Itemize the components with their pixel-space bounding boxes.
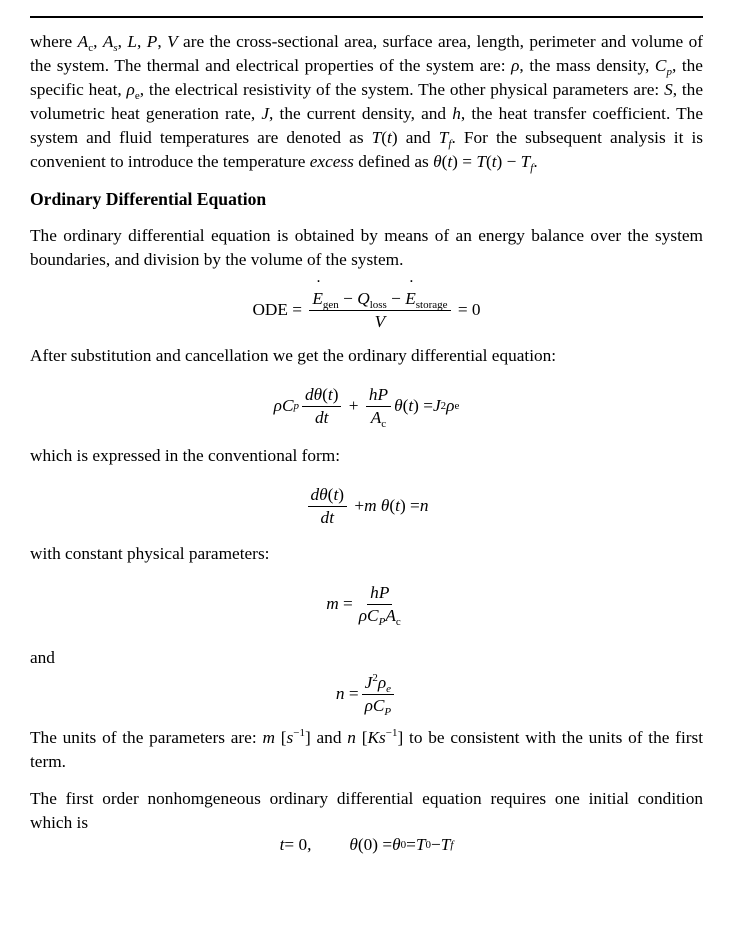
n-equation: n = $\frac{J^2\rho_e}{\rho C_P}$ bbox=[30, 664, 703, 724]
constants-paragraph: with constant physical parameters: bbox=[30, 544, 270, 563]
energy-balance-equation: ODE = $\frac{E ˙_{gen} - Q_{loss} - E ˙_{storage}}{V}$ = 0 bbox=[30, 280, 703, 340]
section-heading-ode: Ordinary Differential Equation bbox=[30, 189, 267, 209]
and-text: and bbox=[30, 648, 55, 667]
paper-page bbox=[30, 30, 703, 857]
m-equation: m = $\frac{hP}{\rho C_PA_c}$ bbox=[326, 582, 401, 628]
initial-condition-equation: t = 0, θ (0) = θ 0 = T 0 − T f bbox=[279, 835, 454, 854]
top-rule bbox=[30, 16, 703, 18]
after-substitution-paragraph: After substitution and cancellation we get the ordinary differential equation: bbox=[30, 346, 557, 365]
initial-condition-paragraph: The first order nonhomgeneous ordinary differential equation requires one initial condition which is bbox=[30, 789, 703, 832]
conventional-ode-equation: $\frac{d\theta(t)}{dt}$ + m θ ( t ) = n bbox=[30, 476, 703, 536]
units-paragraph: The units of the parameters are: m $[s^{-1}]$ and n $[Ks^{-1}]$ to be consistent with the units of the first term. bbox=[30, 727, 704, 771]
conventional-form-paragraph: which is expressed in the conventional form: bbox=[30, 446, 341, 465]
ode-intro-paragraph: The ordinary differential equation is obtained by means of an energy balance over the system boundaries, and division by the volume of the system. bbox=[30, 226, 703, 269]
ode-equation: ρC p $\frac{d\theta(t)}{dt}$ + $\frac{hP}{A_c}$ θ ( t ) = J 2 ρ e bbox=[273, 384, 460, 430]
intro-paragraph: where $A_c$, $A_s$, L, P, V are the cross-sectional area, surface area, length, perimeter and volume of the system. The thermal and electrical properties of the system are: ρ, the mass density, $C_p$, the specific heat, $\rho_e$, the electrical resistivity of the system. The other physical parameters are: S, the volumetric heat generation rate, J, the current density, and h, the heat transfer coefficient. The system and fluid temperatures are denoted as T(t) and $T_f$. For the subsequent analysis it is convenient to introduce the temperature excess defined as $\theta(t) = T(t) - T_f$. bbox=[30, 32, 704, 174]
